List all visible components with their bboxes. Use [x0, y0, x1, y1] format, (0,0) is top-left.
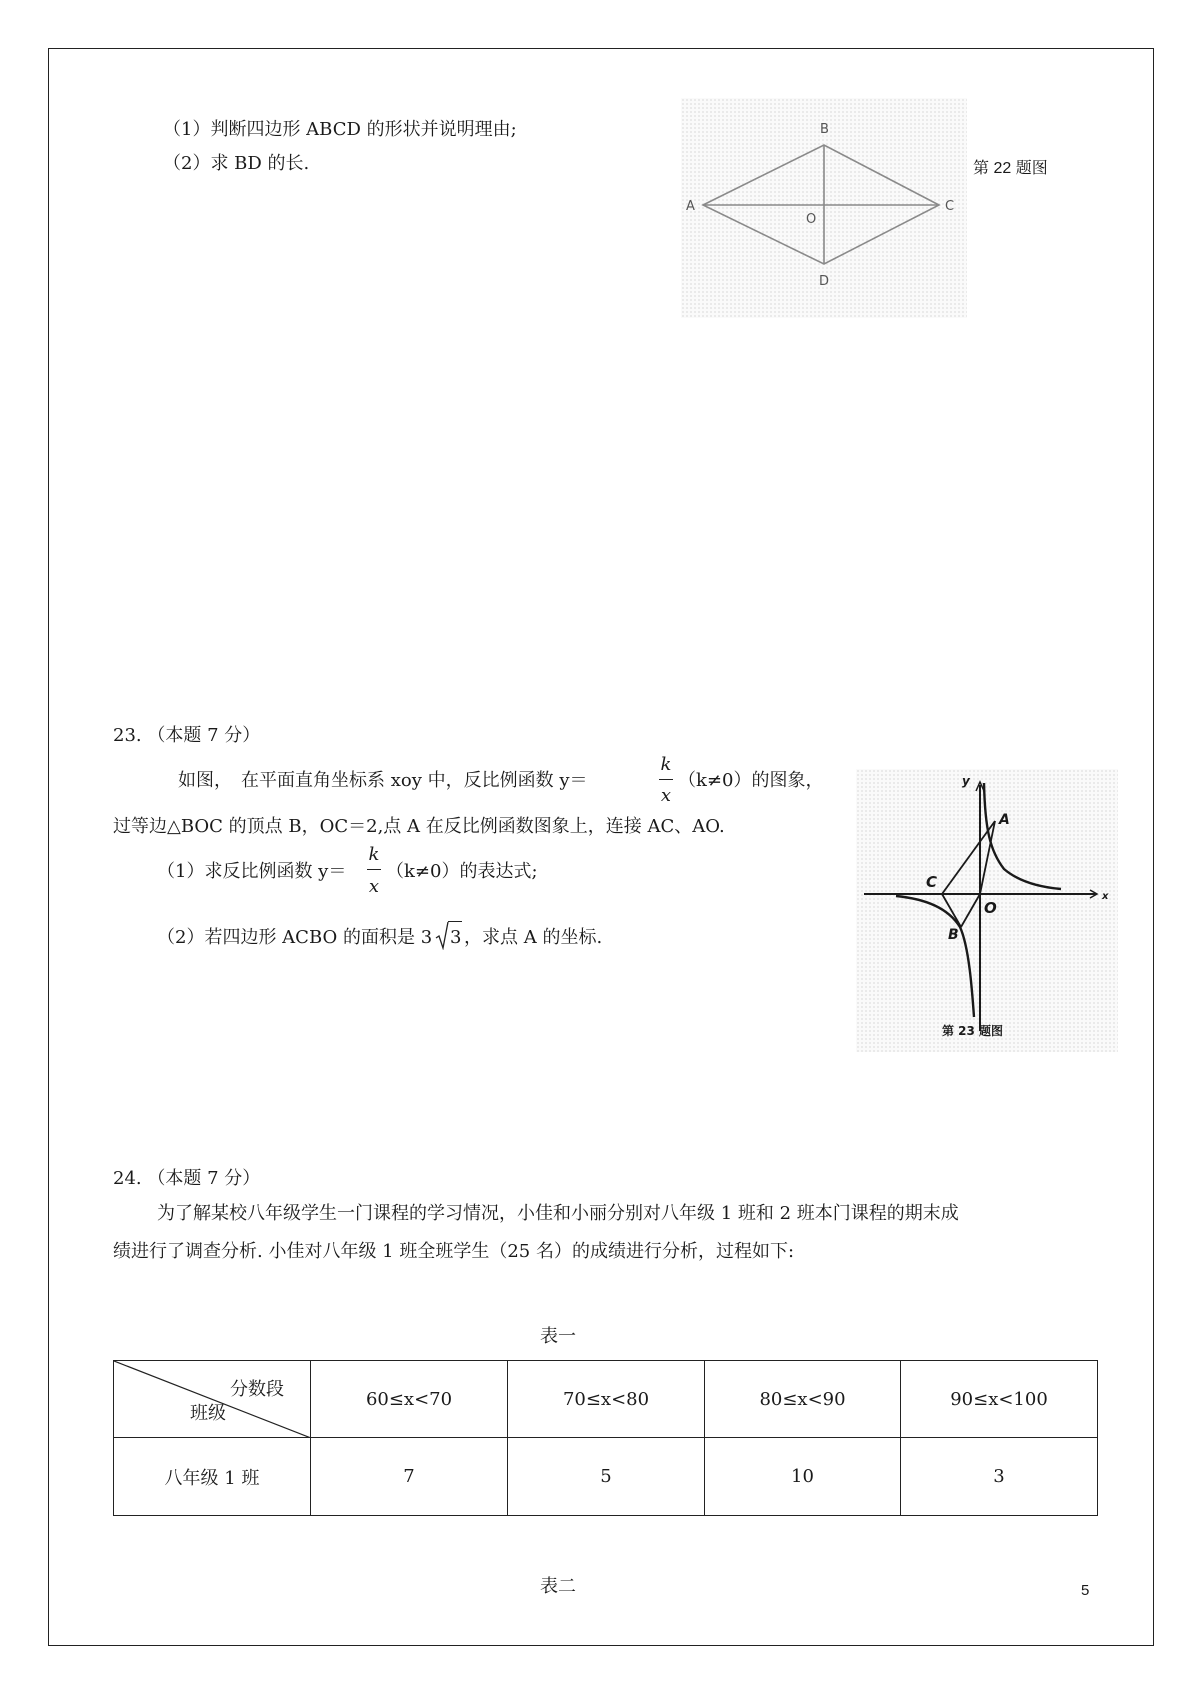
- q23-part1-frac-den: x: [368, 876, 380, 897]
- table-header-row: [114, 1361, 1098, 1438]
- segment-bo: [961, 894, 980, 927]
- table-cell: 5: [508, 1438, 705, 1516]
- hyperbola-diagram: [856, 769, 1118, 1052]
- q23-line1-post: （k≠0）的图象，: [678, 770, 824, 791]
- label-o: O: [984, 899, 997, 917]
- label-c: C: [926, 873, 938, 891]
- q24-para-line1: 为了解某校八年级学生一门课程的学习情况，小佳和小丽分别对八年级 1 班和 2 班本门课程的期末成: [157, 1203, 959, 1224]
- corner-label-class: 班级: [190, 1403, 226, 1424]
- q23-frac-den: x: [660, 785, 672, 806]
- score-table: [113, 1360, 1098, 1516]
- table-row: [114, 1438, 1098, 1516]
- q23-part1-post: （k≠0）的表达式;: [386, 861, 538, 882]
- q22-figure-caption: 第 22 题图: [973, 160, 1048, 177]
- sqrt-sign-icon: [435, 920, 449, 950]
- column-header: 60≤x<70: [311, 1361, 508, 1438]
- corner-label-score-range: 分数段: [230, 1379, 284, 1400]
- q23-frac-num: k: [660, 754, 672, 775]
- hyperbola-branch-upper: [984, 783, 1061, 889]
- table-cell: 3: [901, 1438, 1098, 1516]
- table2-title: 表二: [540, 1576, 576, 1597]
- label-a: A: [686, 199, 695, 214]
- q23-line1-pre: 如图， 在平面直角坐标系 xoy 中，反比例函数 y＝: [178, 770, 588, 791]
- table-cell: 10: [705, 1438, 901, 1516]
- q23-figure: [856, 769, 1118, 1052]
- q23-figure-caption: 第 23 题图: [942, 1024, 1004, 1038]
- page-number: 5: [1081, 1582, 1090, 1599]
- table1-title: 表一: [540, 1326, 576, 1347]
- q23-part2-pre: （2）若四边形 ACBO 的面积是 3: [157, 927, 433, 948]
- q23-frac-bar: [659, 779, 673, 780]
- label-y: y: [962, 774, 970, 788]
- hyperbola-branch-lower: [896, 896, 974, 1017]
- column-header: 90≤x<100: [901, 1361, 1098, 1438]
- q23-heading: 23. （本题 7 分）: [113, 725, 261, 746]
- table-corner-cell: [114, 1361, 311, 1438]
- label-b: B: [948, 927, 959, 943]
- q23-part2-root: 3: [450, 927, 462, 948]
- column-header: 80≤x<90: [705, 1361, 901, 1438]
- label-b: B: [820, 122, 829, 137]
- q24-heading: 24. （本题 7 分）: [113, 1168, 261, 1189]
- row-label: 八年级 1 班: [114, 1438, 311, 1516]
- q24-para-line2: 绩进行了调查分析. 小佳对八年级 1 班全班学生（25 名）的成绩进行分析，过程如下:: [113, 1241, 795, 1262]
- q22-figure: [681, 98, 967, 318]
- q23-part2-post: ，求点 A 的坐标.: [464, 927, 603, 948]
- label-o: O: [806, 212, 817, 227]
- label-d: D: [819, 274, 830, 289]
- label-c: C: [945, 199, 955, 214]
- label-x: x: [1102, 891, 1109, 902]
- q23-part1-pre: （1）求反比例函数 y＝: [157, 861, 347, 882]
- q22-part1: （1）判断四边形 ABCD 的形状并说明理由;: [163, 119, 517, 140]
- q23-part1-frac-num: k: [368, 844, 380, 865]
- rhombus-diagram: [681, 98, 967, 318]
- table-cell: 7: [311, 1438, 508, 1516]
- label-a: A: [999, 812, 1010, 828]
- q23-part1-frac-bar: [367, 869, 381, 870]
- sqrt-bar: [448, 921, 462, 922]
- q22-part2: （2）求 BD 的长.: [163, 153, 310, 174]
- column-header: 70≤x<80: [508, 1361, 705, 1438]
- q23-line2: 过等边△BOC 的顶点 B，OC＝2,点 A 在反比例函数图象上，连接 AC、AO.: [113, 816, 725, 837]
